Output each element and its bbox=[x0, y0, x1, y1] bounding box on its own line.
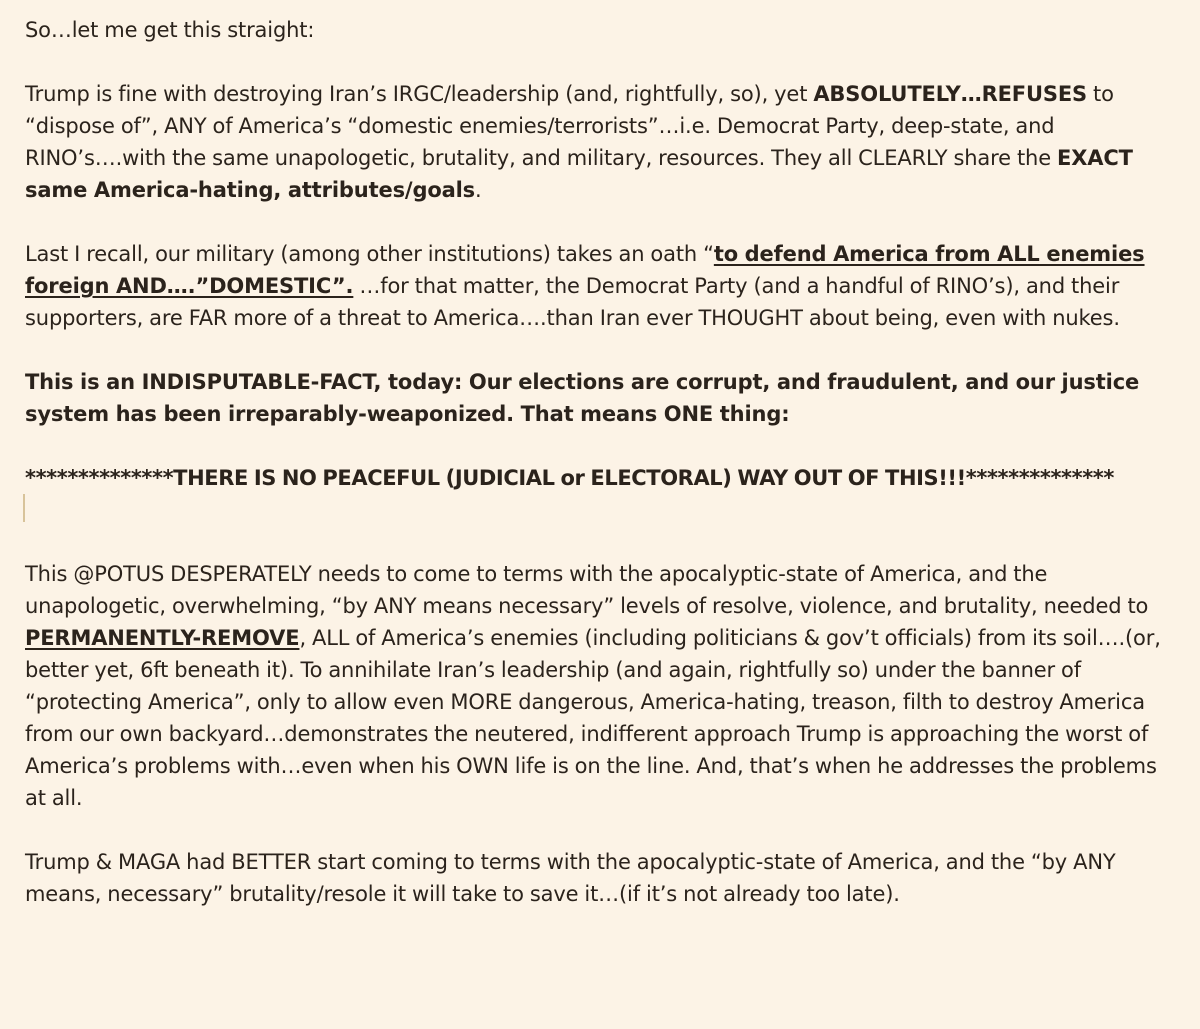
paragraph-3-bold: This is an INDISPUTABLE-FACT, today: Our elections are corrupt, and fraudulent, and our justice system has been irreparably-weaponized. That means ONE thing: bbox=[25, 370, 1140, 426]
paragraph-2-text-a: Last I recall, our military (among other institutions) takes an oath “ bbox=[25, 242, 714, 266]
text-cursor-line bbox=[25, 494, 1182, 526]
paragraph-6: Trump & MAGA had BETTER start coming to terms with the apocalyptic-state of America, and the “by ANY means, necessary” brutality/resole it will take to save it…(if it’s not already too late). bbox=[25, 850, 1116, 906]
paragraph-5 bbox=[25, 558, 1182, 814]
paragraph-1-bold-goals: EXACT same America-hating, attributes/goals bbox=[25, 146, 1133, 202]
text-cursor bbox=[23, 494, 25, 522]
paragraph-2-oath-quote: to defend America from ALL enemies foreign AND….”DOMESTIC”. bbox=[25, 242, 1145, 298]
paragraph-intro: So…let me get this straight: bbox=[25, 18, 315, 42]
paragraph-5-permanently-remove: PERMANENTLY-REMOVE bbox=[25, 626, 300, 650]
paragraph-1-bold-refuses: ABSOLUTELY…REFUSES bbox=[813, 82, 1088, 106]
paragraph-5-text-a: This @POTUS DESPERATELY needs to come to terms with the apocalyptic-state of America, and the unapologetic, overwhelming, “by ANY means necessary” levels of resolve, violence, and brutality, needed to bbox=[25, 562, 1149, 618]
paragraph-4-banner: **************THERE IS NO PEACEFUL (JUDICIAL or ELECTORAL) WAY OUT OF THIS!!!************** bbox=[25, 466, 1114, 490]
paragraph-2-text-c: …for that matter, the Democrat Party (and a handful of RINO’s), and their supporters, are FAR more of a threat to America….than Iran ever THOUGHT about being, even with nukes. bbox=[25, 274, 1120, 330]
paragraph-1 bbox=[25, 78, 1182, 206]
paragraph-2 bbox=[25, 238, 1182, 334]
paragraph-1-text-c: to “dispose of”, ANY of America’s “domestic enemies/terrorists”…i.e. Democrat Party, deep-state, and RINO’s….with the same unapologetic, brutality, and military, resources. They all CLEARLY share the bbox=[25, 82, 1114, 170]
paragraph-1-text-a: Trump is fine with destroying Iran’s IRGC/leadership (and, rightfully, so), yet bbox=[25, 82, 814, 106]
paragraph-1-text-e: . bbox=[475, 178, 482, 202]
paragraph-5-text-c: , ALL of America’s enemies (including politicians & gov’t officials) from its soil….(or, better yet, 6ft beneath it). To annihilate Iran’s leadership (and again, rightfully so) under the banner of “protecting America”, only to allow even MORE dangerous, America-hating, treason, filth to destroy America from our own backyard…demonstrates the neutered, indifferent approach Trump is approaching the worst of America’s problems with…even when his OWN life is on the line. And, that’s when he addresses the problems at all. bbox=[25, 626, 1161, 810]
